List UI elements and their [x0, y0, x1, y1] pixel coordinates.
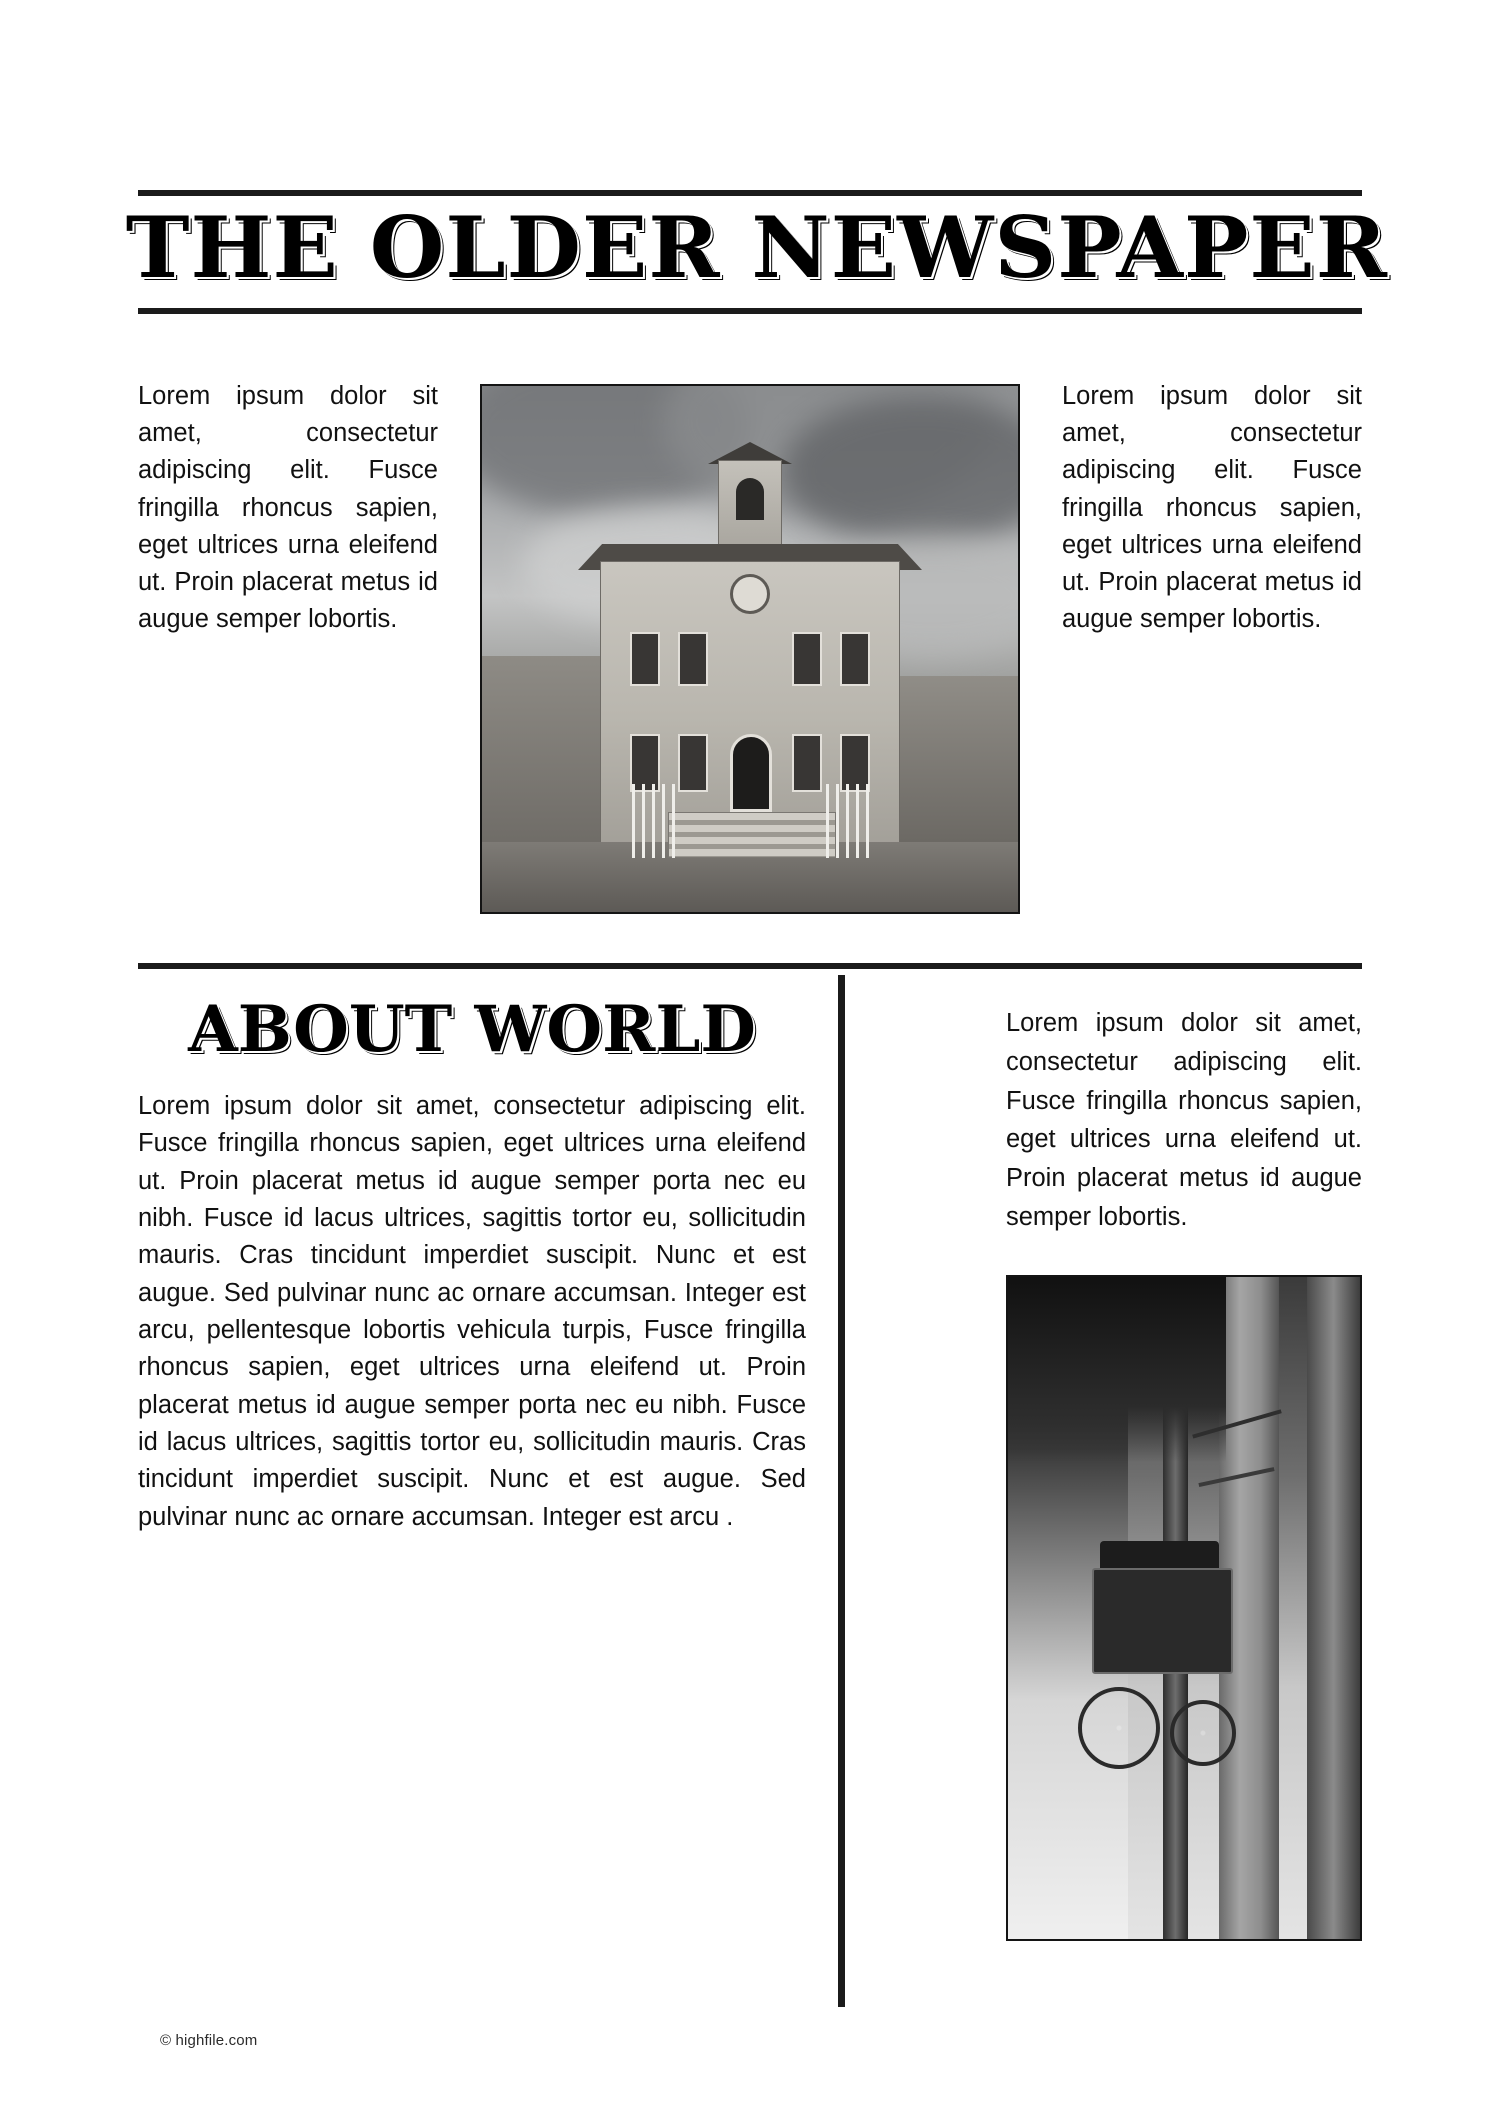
- section-title: ABOUT WORLD: [188, 992, 756, 1067]
- main-article: [138, 990, 806, 1536]
- entrance-steps: [668, 812, 836, 858]
- window: [792, 734, 822, 792]
- window: [630, 632, 660, 686]
- lower-section: [138, 990, 1362, 2020]
- cart-wheel: [1170, 1700, 1236, 1766]
- window: [792, 632, 822, 686]
- building-photo: [480, 384, 1020, 914]
- side-building-left: [482, 656, 604, 846]
- masthead: [125, 190, 1388, 314]
- stair-railing-right: [826, 784, 872, 858]
- cart-wheel: [1078, 1687, 1160, 1769]
- section-divider-rule: [138, 963, 1362, 969]
- top-article-band: [138, 378, 1362, 918]
- side-building-right: [898, 676, 1018, 846]
- stair-railing-left: [632, 784, 678, 858]
- handcart-photo: [1006, 1275, 1362, 1941]
- page-title: THE OLDER NEWSPAPER: [125, 198, 1388, 297]
- clock-face: [730, 574, 770, 614]
- footer-credit: © highfile.com: [160, 2032, 258, 2049]
- cart-body: [1092, 1568, 1233, 1674]
- sidebar-text: Lorem ipsum dolor sit amet, consectetur adipiscing elit. Fusce fringilla rhoncus sapien, eget ultrices urna eleifend ut. Proin placerat metus id augue semper lobortis.: [1006, 1009, 1362, 1231]
- window: [678, 734, 708, 792]
- window: [840, 632, 870, 686]
- masthead-bottom-rule: [138, 308, 1362, 314]
- top-photo-container: [480, 378, 1020, 914]
- main-article-text: Lorem ipsum dolor sit amet, consectetur adipiscing elit. Fusce fringilla rhoncus sapien, eget ultrices urna eleifend ut. Proin placerat metus id augue semper porta nec eu nibh. Fusce id lacus ultrices, sagittis tortor eu, sollicitudin mauris. Cras tincidunt imperdiet suscipit. Nunc et est augue. Sed pulvinar nunc ac ornare accumsan. Integer est arcu, pellentesque lobortis vehicula turpis, Fusce fringilla rhoncus sapien, eget ultrices urna eleifend ut. Proin placerat metus id augue semper porta nec eu nibh. Fusce id lacus ultrices, sagittis tortor eu, sollicitudin mauris. Cras tincidunt imperdiet suscipit. Nunc et est augue. Sed pulvinar nunc ac ornare accumsan. Integer est arcu .: [138, 1092, 806, 1531]
- window: [678, 632, 708, 686]
- sidebar-column: [1006, 990, 1362, 1941]
- top-right-column-text: Lorem ipsum dolor sit amet, consectetur adipiscing elit. Fusce fringilla rhoncus sapien, eget ultrices urna eleifend ut. Proin placerat metus id augue semper lobortis.: [1062, 382, 1362, 634]
- top-left-column-text: Lorem ipsum dolor sit amet, consectetur adipiscing elit. Fusce fringilla rhoncus sapien, eget ultrices urna eleifend ut. Proin placerat metus id augue semper lobortis.: [138, 382, 438, 634]
- concrete-pillar-secondary: [1307, 1277, 1360, 1939]
- bell-arch: [736, 478, 764, 520]
- entrance-door: [730, 734, 772, 812]
